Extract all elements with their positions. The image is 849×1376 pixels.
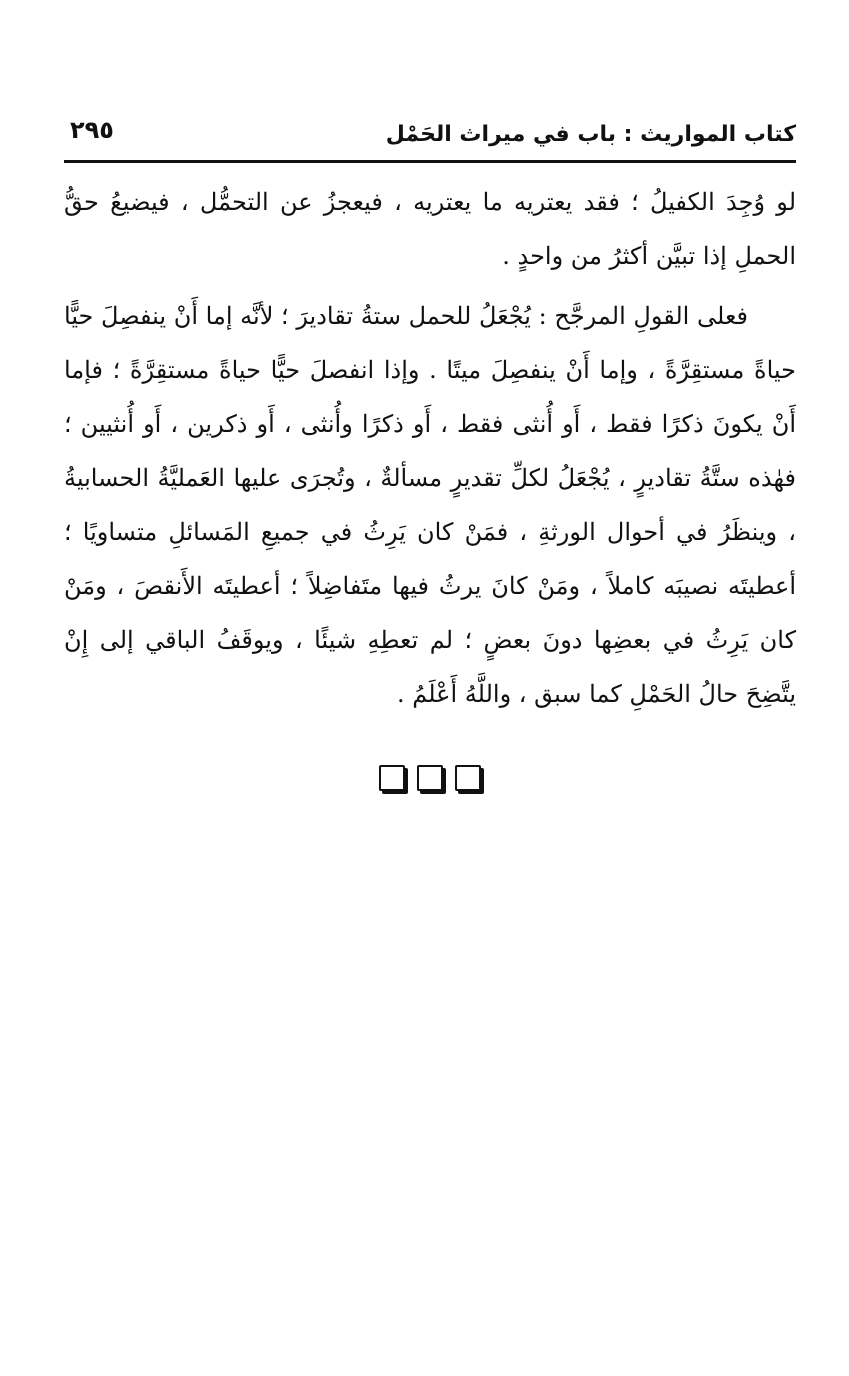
- square-box-icon: [417, 765, 443, 791]
- page-number: ٢٩٥: [70, 116, 114, 144]
- square-box-icon: [455, 765, 481, 791]
- chapter-title: كتاب المواريث : باب في ميراث الحَمْل: [385, 122, 796, 147]
- paragraph-continued: لو وُجِدَ الكفيلُ ؛ فقد يعتريه ما يعتريه ، فيعجزُ عن التحمُّل ، فيضيعُ حقُّ الحملِ إذا تبيَّن أكثرُ من واحدٍ .: [64, 188, 796, 270]
- section-end-mark: [64, 765, 796, 791]
- running-header: [64, 108, 796, 163]
- book-page: [64, 108, 796, 791]
- body-text: [64, 175, 796, 721]
- square-box-icon: [379, 765, 405, 791]
- paragraph-preferred-opinion: فعلى القولِ المرجَّح : يُجْعَلُ للحمل ستةُ تقاديرَ ؛ لأنَّه إما أَنْ ينفصِلَ حيًّا حياةً مستقِرَّةً ، وإما أَنْ ينفصِلَ ميتًا . وإذا انفصلَ حيًّا حياةً مستقِرَّةً ؛ فإما أَنْ يكونَ ذكرًا فقط ، أَو أُنثى فقط ، أَو ذكرًا وأُنثى ، أَو ذكرين ، أَو أُنثيين ؛ فهٰذه ستَّةُ تقاديرٍ ، يُجْعَلُ لكلِّ تقديرٍ مسألةٌ ، وتُجرَى عليها العَمليَّةُ الحسابيةُ ، وينظَرُ في أحوال الورثةِ ، فمَنْ كان يَرِثُ في جميعِ المَسائلِ متساويًا ؛ أعطيتَه نصيبَه كاملاً ، ومَنْ كانَ يرثُ فيها متَفاضِلاً ؛ أعطيتَه الأَنقصَ ، ومَنْ كان يَرِثُ في بعضِها دونَ بعضٍ ؛ لم تعطِهِ شيئًا ، ويوقَفُ الباقي إلى إِنْ يتَّضِحَ حالُ الحَمْلِ كما سبق ، واللَّهُ أَعْلَمُ .: [64, 302, 796, 708]
